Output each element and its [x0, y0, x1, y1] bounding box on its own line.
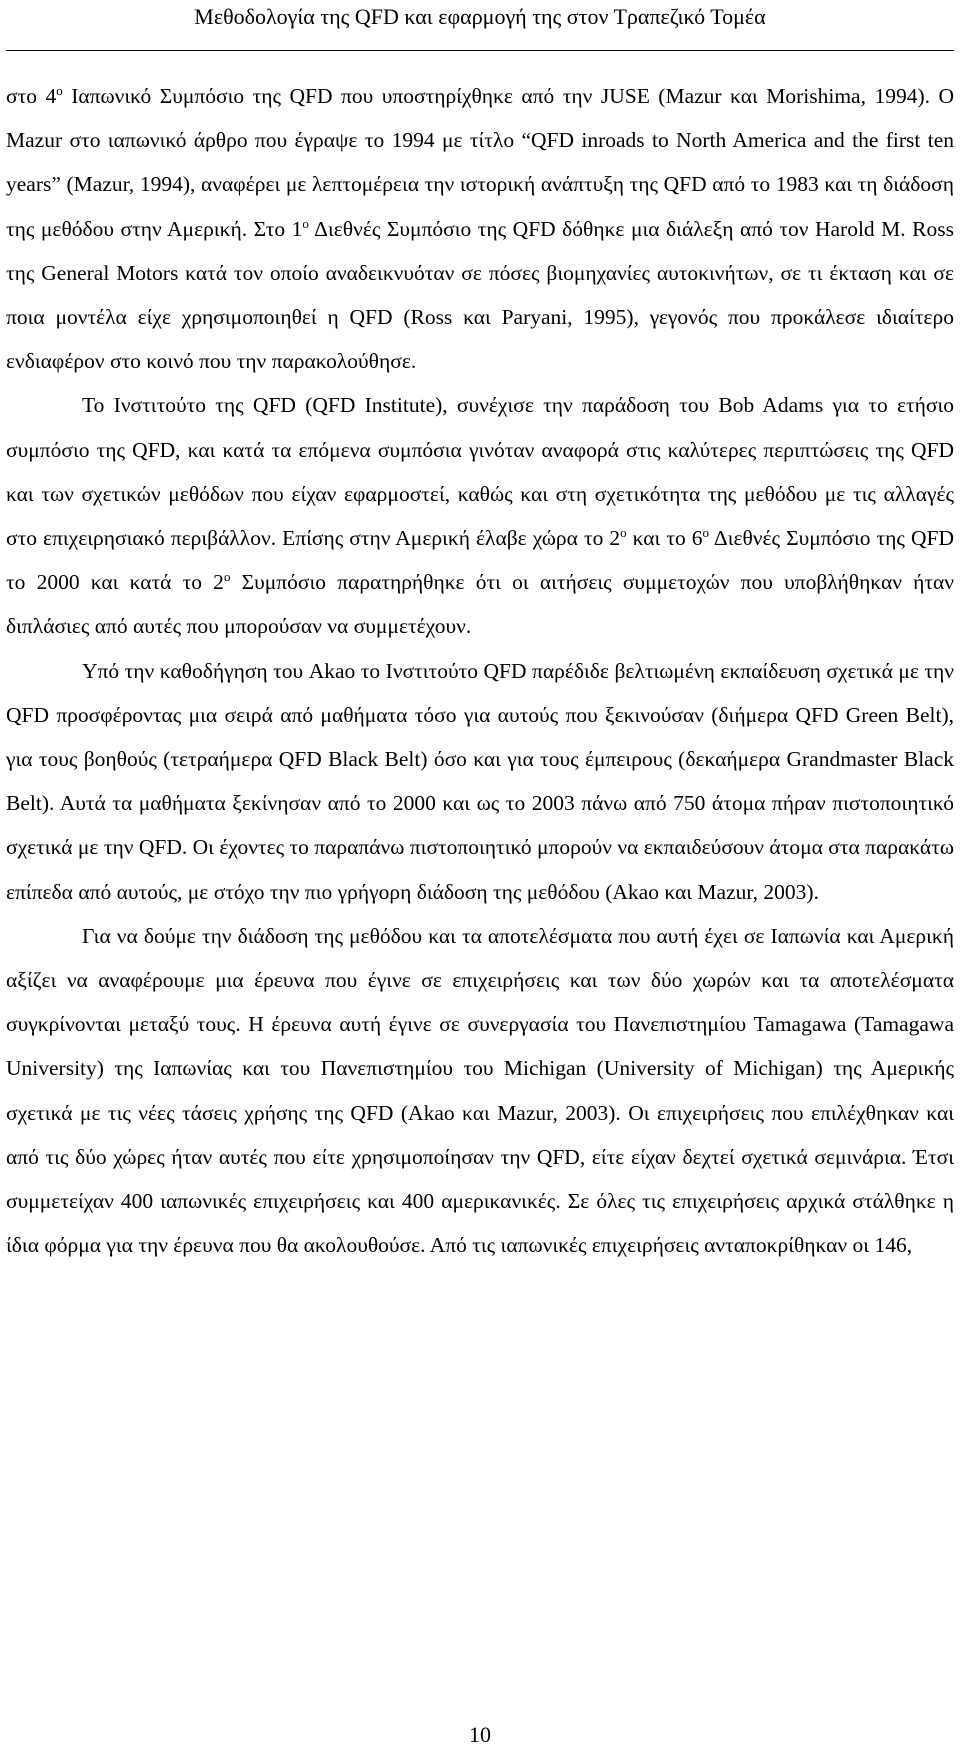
- header-rule: [6, 50, 954, 51]
- running-header: Μεθοδολογία της QFD και εφαρμογή της στον Τραπεζικό Τομέα: [194, 4, 766, 29]
- page-number: 10: [469, 1722, 491, 1747]
- body-text: [6, 74, 954, 1267]
- paragraph-2: Το Ινστιτούτο της QFD (QFD Institute), συνέχισε την παράδοση του Bob Adams για το ετήσιο συμπόσιο της QFD, και κατά τα επόμενα συμπόσια γινόταν αναφορά στις καλύτερες περιπτώσεις της QFD και των σχετικών μεθόδων που είχαν εφαρμοστεί, καθώς και στη σχετικότητα της μεθόδου με τις αλλαγές στο επιχειρησιακό περιβάλλον. Επίσης στην Αμερική έλαβε χώρα το $2^o$ και το $6^o$ Διεθνές Συμπόσιο της QFD το 2000 και κατά το $2^o$ Συμπόσιο παρατηρήθηκε ότι οι αιτήσεις συμμετοχών που υποβλήθηκαν ήταν διπλάσιες από αυτές που μπορούσαν να συμμετέχουν.: [6, 393, 954, 639]
- paragraph-3: Υπό την καθοδήγηση του Akao το Ινστιτούτο QFD παρέδιδε βελτιωμένη εκπαίδευση σχετικά με την QFD προσφέροντας μια σειρά από μαθήματα τόσο για αυτούς που ξεκινούσαν (διήμερα QFD Green Belt), για τους βοηθούς (τετραήμερα QFD Black Belt) όσο και για τους έμπειρους (δεκαήμερα Grandmaster Black Belt). Αυτά τα μαθήματα ξεκίνησαν από το 2000 και ως το 2003 πάνω από 750 άτομα πήραν πιστοποιητικό σχετικά με την QFD. Οι έχοντες το παραπάνω πιστοποιητικό μπορούν να εκπαιδεύσουν άτομα στα παρακάτω επίπεδα από αυτούς, με στόχο την πιο γρήγορη διάδοση της μεθόδου (Akao και Mazur, 2003).: [6, 658, 954, 904]
- paragraph-1: στο $4^o$ Ιαπωνικό Συμπόσιο της QFD που υποστηρίχθηκε από την JUSE (Mazur και Morishima, 1994). Ο Mazur στο ιαπωνικό άρθρο που έγραψε το 1994 με τίτλο “QFD inroads to North America and the first ten years” (Mazur, 1994), αναφέρει με λεπτομέρεια την ιστορική ανάπτυξη της QFD από το 1983 και τη διάδοση της μεθόδου στην Αμερική. Στο $1^o$ Διεθνές Συμπόσιο της QFD δόθηκε μια διάλεξη από τον Harold M. Ross της General Motors κατά τον οποίο αναδεικνυόταν σε πόσες βιομηχανίες αυτοκινήτων, σε τι έκταση και σε ποια μοντέλα είχε χρησιμοποιηθεί η QFD (Ross και Paryani, 1995), γεγονός που προκάλεσε ιδιαίτερο ενδιαφέρον στο κοινό που την παρακολούθησε.: [6, 82, 954, 374]
- paragraph-4: Για να δούμε την διάδοση της μεθόδου και τα αποτελέσματα που αυτή έχει σε Ιαπωνία και Αμερική αξίζει να αναφέρουμε μια έρευνα που έγινε σε επιχειρήσεις και των δύο χωρών και τα αποτελέσματα συγκρίνονται μεταξύ τους. Η έρευνα αυτή έγινε σε συνεργασία του Πανεπιστημίου Tamagawa (Tamagawa University) της Ιαπωνίας και του Πανεπιστημίου του Michigan (University of Michigan) της Αμερικής σχετικά με τις νέες τάσεις χρήσης της QFD (Akao και Mazur, 2003). Οι επιχειρήσεις που επιλέχθηκαν και από τις δύο χώρες ήταν αυτές που είτε χρησιμοποίησαν την QFD, είτε είχαν δεχτεί σχετικά σεμινάρια. Έτσι συμμετείχαν 400 ιαπωνικές επιχειρήσεις και 400 αμερικανικές. Σε όλες τις επιχειρήσεις αρχικά στάλθηκε η ίδια φόρμα για την έρευνα που θα ακολουθούσε. Από τις ιαπωνικές επιχειρήσεις ανταποκρίθηκαν οι 146,: [6, 923, 954, 1258]
